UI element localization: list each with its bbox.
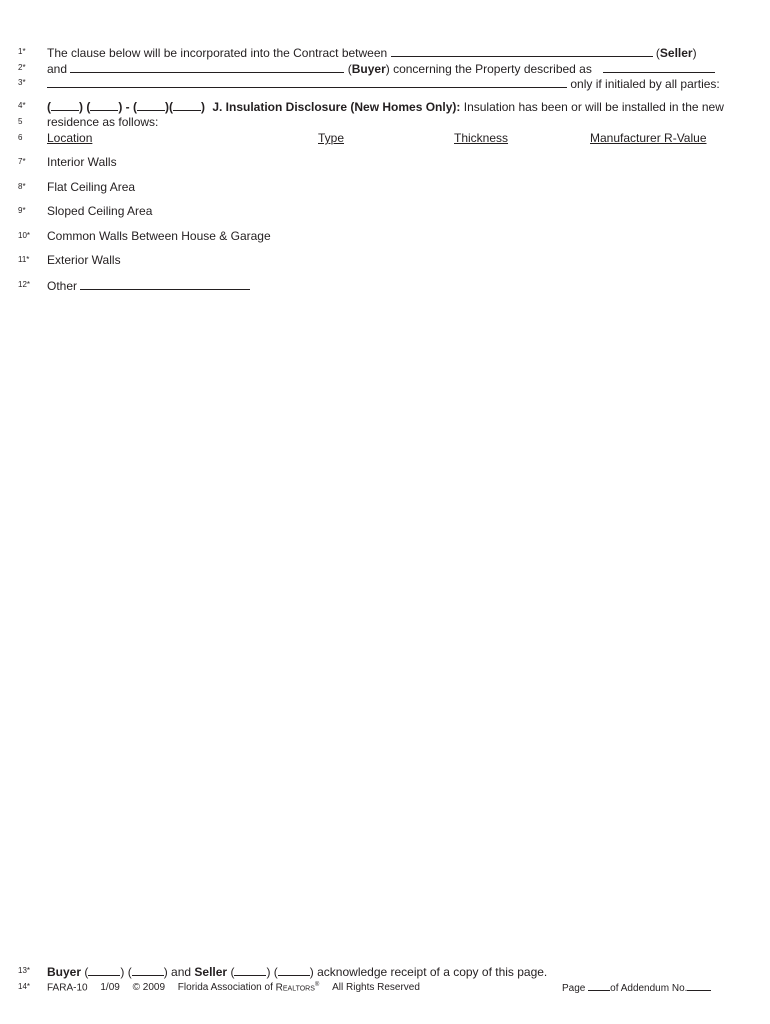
row-other xyxy=(47,278,250,293)
footer-form-line: FARA-10 1/09 © 2009 Florida Association of Realtors® All Rights Reserved xyxy=(47,982,420,994)
property-text: concerning the Property described as xyxy=(393,62,592,76)
footer-seller: Seller xyxy=(194,965,228,979)
intro-line-1: The clause below will be incorporated into the Contract between (Seller) xyxy=(47,46,697,60)
header-thickness: Thickness xyxy=(454,131,509,145)
line-number: 6 xyxy=(18,133,23,142)
org-realtors: Realtors xyxy=(275,982,315,994)
buyer-initials[interactable]: ( ) ( ) xyxy=(84,965,168,979)
line-number: 9* xyxy=(18,206,26,215)
page-number-field[interactable] xyxy=(588,982,610,991)
property-field-1[interactable] xyxy=(603,61,715,73)
row-interior-walls: Interior Walls xyxy=(47,155,117,169)
intro-text: The clause below will be incorporated into the Contract between xyxy=(47,46,388,60)
header-location: Location xyxy=(47,131,93,145)
seller-name-field[interactable] xyxy=(391,45,653,57)
other-label: Other xyxy=(47,279,78,293)
line-number: 10* xyxy=(18,231,31,240)
line-number: 1* xyxy=(18,47,26,56)
line-number: 11* xyxy=(18,255,30,264)
line-number: 8* xyxy=(18,182,26,191)
row-flat-ceiling: Flat Ceiling Area xyxy=(47,180,136,194)
buyer-label: Buyer xyxy=(351,62,386,76)
seller-initials[interactable]: ( ) ( ) xyxy=(230,965,314,979)
initials-boxes[interactable]: ( ) ( ) - ( )( ) xyxy=(47,100,205,114)
line-number: 12* xyxy=(18,280,31,289)
line-number: 13* xyxy=(18,966,31,975)
line-number: 4* xyxy=(18,101,26,110)
property-field-2[interactable] xyxy=(47,76,567,88)
addendum-number-field[interactable] xyxy=(687,982,711,991)
page-mid: of Addendum No. xyxy=(610,983,688,994)
header-r-value: Manufacturer R-Value xyxy=(590,131,707,145)
footer-buyer: Buyer xyxy=(47,965,82,979)
row-common-walls: Common Walls Between House & Garage xyxy=(47,229,271,243)
org-name: Florida Association of xyxy=(177,982,273,994)
header-type: Type xyxy=(318,131,345,145)
buyer-name-field[interactable] xyxy=(70,61,344,73)
line-number: 2* xyxy=(18,63,26,72)
clause-line-1 xyxy=(47,99,724,114)
and-text: and xyxy=(47,62,68,76)
row-sloped-ceiling: Sloped Ceiling Area xyxy=(47,204,153,218)
intro-line-2: and (Buyer) concerning the Property described as xyxy=(47,61,715,76)
copyright: © 2009 xyxy=(132,982,166,994)
other-field[interactable] xyxy=(80,278,250,290)
line-number: 14* xyxy=(18,982,31,991)
page-of-addendum xyxy=(562,982,711,994)
clause-title: J. Insulation Disclosure (New Homes Only): xyxy=(212,100,461,114)
rights: All Rights Reserved xyxy=(332,982,420,994)
footer-and: and xyxy=(171,965,192,979)
clause-body: Insulation has been or will be installed in the new xyxy=(463,100,724,114)
row-exterior-walls: Exterior Walls xyxy=(47,253,121,267)
seller-label: Seller xyxy=(659,46,693,60)
clause-line-2: residence as follows: xyxy=(47,115,159,129)
form-date: 1/09 xyxy=(100,982,120,994)
footer-ack-line xyxy=(47,964,547,979)
line-number: 5 xyxy=(18,117,23,126)
page-prefix: Page xyxy=(562,983,586,994)
form-id: FARA-10 xyxy=(47,982,88,994)
intro-line-3 xyxy=(47,76,720,91)
initialed-text: only if initialed by all parties: xyxy=(570,77,720,91)
footer-ack: acknowledge receipt of a copy of this page. xyxy=(317,965,548,979)
line-number: 3* xyxy=(18,78,26,87)
line-number: 7* xyxy=(18,157,26,166)
